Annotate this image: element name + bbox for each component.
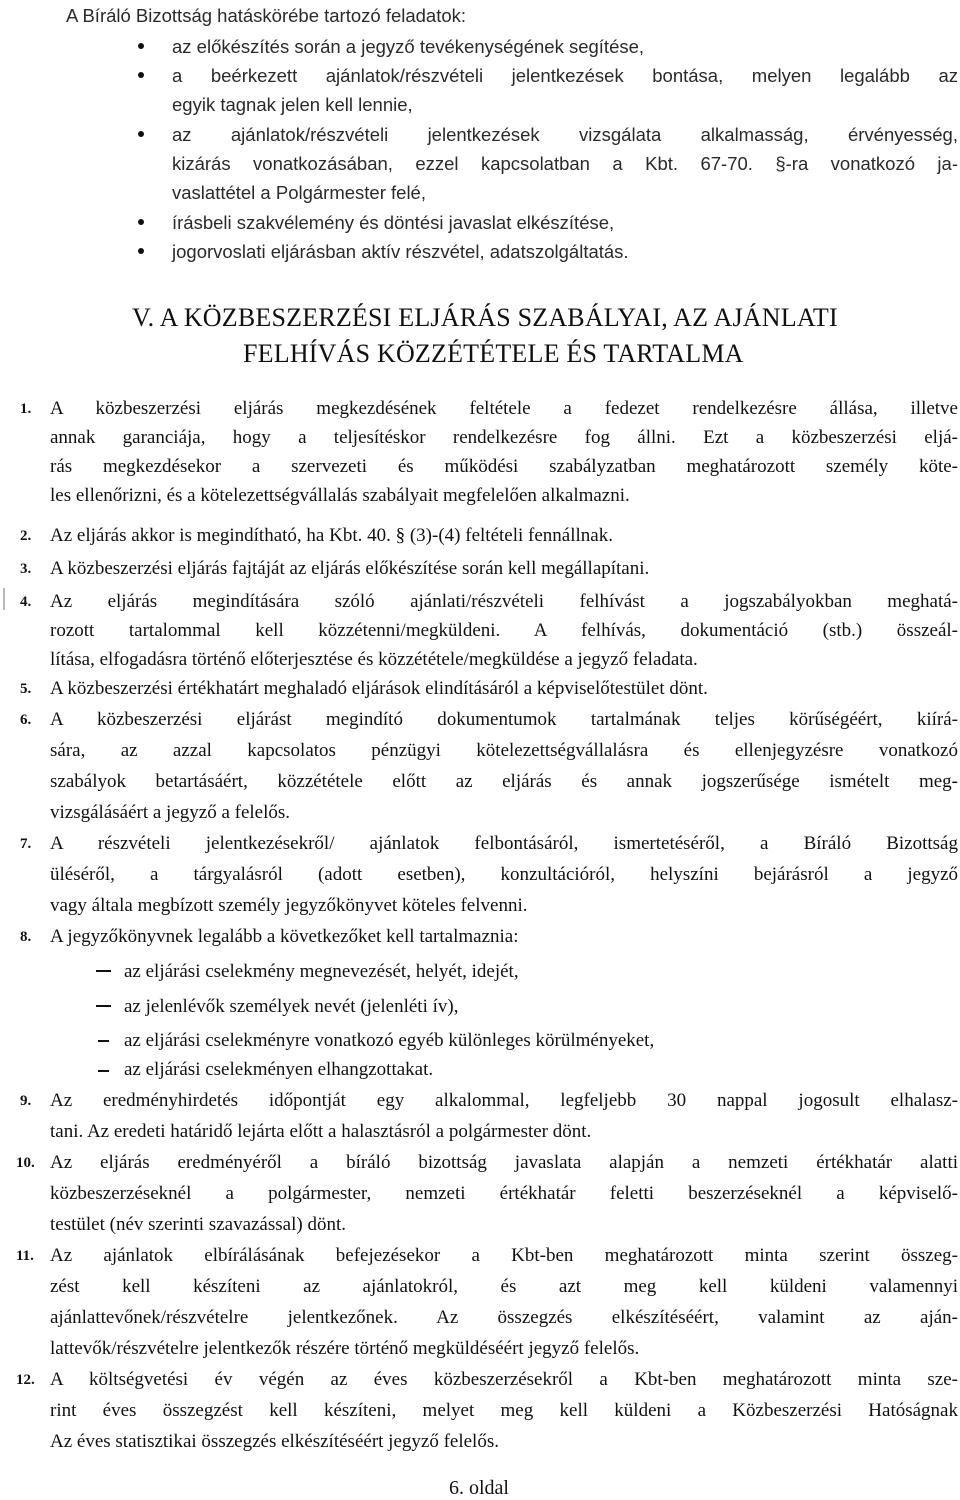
item-text: rint éves összegzést kell készíteni, melyet meg kell küldeni a Közbeszerzési Hatóságnak [50,1400,958,1421]
bullet-icon [138,248,144,254]
item-text: A közbeszerzési eljárást megindító dokumentumok tartalmának teljes körűségéért, kiírá- [50,709,958,730]
dash-item-text: az eljárási cselekményen elhangzottakat. [124,1059,434,1080]
item-text: Az eljárás akkor is megindítható, ha Kbt. 40. § (3)-(4) feltételi fennállnak. [50,525,613,546]
item-text: A jegyzőkönyvnek legalább a következőket kell tartalmaznia: [50,926,519,947]
bullet-icon [138,219,144,225]
intro-bullet-text: a beérkezett ajánlatok/részvételi jelentkezések bontása, melyen legalább az [172,65,958,86]
item-number: 1. [20,401,32,417]
item-text: zést kell készíteni az ajánlatokról, és azt meg kell küldeni valamennyi [50,1276,958,1297]
intro-bullet-text: egyik tagnak jelen kell lennie, [172,94,413,115]
dash-item-text: az jelenlévők személyek nevét (jelenléti ív), [124,996,459,1017]
item-text: közbeszerzéseknél a polgármester, nemzeti értékhatár feletti beszerzéseknél a képviselő- [50,1183,958,1204]
item-number: 2. [20,528,32,544]
intro-bullet-text: jogorvoslati eljárásban aktív részvétel, adatszolgáltatás. [172,241,629,262]
item-text: üléséről, a tárgyalásról (adott esetben), konzultációról, helyszíni bejárásról a jegyző [50,864,958,885]
item-text: testület (név szerinti szavazással) dönt. [50,1214,346,1235]
page-number: 6. oldal [449,1477,509,1499]
item-text: Az éves statisztikai összegzés elkészítéséért jegyző felelős. [50,1431,499,1452]
item-text: ajánlattevőnek/részvételre jelentkezőnek. Az összegzés elkészítéséért, valamint az aján- [50,1307,958,1328]
chapter-heading-line2: FELHÍVÁS KÖZZÉTÉTELE ÉS TARTALMA [243,339,744,368]
bullet-icon [138,43,144,49]
item-text: rozott tartalommal kell közzétenni/megküldeni. A felhívás, dokumentáció (stb.) összeál- [50,620,958,641]
item-number: 11. [16,1248,34,1264]
item-text: A közbeszerzési értékhatárt meghaladó eljárások elindításáról a képviselőtestület dönt. [50,678,708,699]
item-text: A közbeszerzési eljárás megkezdésének feltétele a fedezet rendelkezésre állása, illetve [50,398,958,419]
item-number: 3. [20,561,32,577]
item-text: Az eredményhirdetés időpontját egy alkalommal, legfeljebb 30 nappal jogosult elhalasz- [50,1090,958,1111]
item-text: Az eljárás megindítására szóló ajánlati/részvételi felhívást a jogszabályokban meghatá- [50,591,958,612]
intro-bullet-text: írásbeli szakvélemény és döntési javaslat elkészítése, [172,212,615,233]
item-number: 9. [20,1093,32,1109]
item-number: 8. [20,929,32,945]
item-text: vizsgálásáért a jegyző a felelős. [50,802,291,823]
bullet-icon [138,72,144,78]
dash-icon [98,1040,109,1042]
item-text: A részvételi jelentkezésekről/ ajánlatok felbontásáról, ismertetéséről, a Bíráló Bizottság [50,833,958,854]
intro-bullet-text: kizárás vonatkozásában, ezzel kapcsolatban a Kbt. 67-70. §-ra vonatkozó ja- [172,153,958,174]
item-text: tani. Az eredeti határidő lejárta előtt a halasztásról a polgármester dönt. [50,1121,592,1142]
dash-item-text: az eljárási cselekményre vonatkozó egyéb különleges körülményeket, [124,1030,655,1051]
item-text: vagy általa megbízott személy jegyzőkönyvet köteles felvenni. [50,895,528,916]
chapter-heading-line1: V. A KÖZBESZERZÉSI ELJÁRÁS SZABÁLYAI, AZ AJÁNLATI [132,303,838,332]
dash-icon [98,1070,109,1072]
intro-bullet-text: vaslattétel a Polgármester felé, [172,182,426,203]
change-bar [3,588,5,610]
item-number: 5. [20,681,32,697]
dash-item-text: az eljárási cselekmény megnevezését, helyét, idejét, [124,961,519,982]
item-text: sára, az azzal kapcsolatos pénzügyi kötelezettségvállalásra és ellenjegyzésre vonatkozó [50,740,958,761]
bullet-icon [138,131,144,137]
item-text: A közbeszerzési eljárás fajtáját az eljárás előkészítése során kell megállapítani. [50,558,650,579]
item-text: lítása, elfogadásra történő előterjesztése és közzététele/megküldése a jegyző feladata. [50,649,698,670]
dash-icon [96,970,111,972]
item-number: 4. [20,594,32,610]
item-text: Az ajánlatok elbírálásának befejezésekor a Kbt-ben meghatározott minta szerint összeg- [50,1245,958,1266]
item-number: 12. [16,1372,35,1388]
item-text: rás megkezdésekor a szervezeti és működési szabályzatban meghatározott személy köte- [50,456,958,477]
intro-bullet-text: az ajánlatok/részvételi jelentkezések vizsgálata alkalmasság, érvényesség, [172,124,958,145]
item-text: Az eljárás eredményéről a bíráló bizottság javaslata alapján a nemzeti értékhatár alatti [50,1152,958,1173]
section-intro-title: A Bíráló Bizottság hatáskörébe tartozó feladatok: [66,5,467,26]
intro-bullet-text: az előkészítés során a jegyző tevékenységének segítése, [172,36,645,57]
item-text: les ellenőrizni, és a kötelezettségvállalás szabályait megfelelően alkalmazni. [50,485,630,506]
item-text: lattevők/részvételre jelentkezők részére történő megküldéséért jegyző felelős. [50,1338,640,1359]
item-number: 10. [16,1155,35,1171]
dash-icon [96,1005,111,1007]
item-number: 6. [20,712,32,728]
item-text: annak garanciája, hogy a teljesítéskor rendelkezésre fog állni. Ezt a közbeszerzési eljá- [50,427,958,448]
item-number: 7. [20,836,32,852]
item-text: szabályok betartásáért, közzététele előtt az eljárás és annak jogszerűsége ismételt meg- [50,771,958,792]
item-text: A költségvetési év végén az éves közbeszerzésekről a Kbt-ben meghatározott minta sze- [50,1369,958,1390]
